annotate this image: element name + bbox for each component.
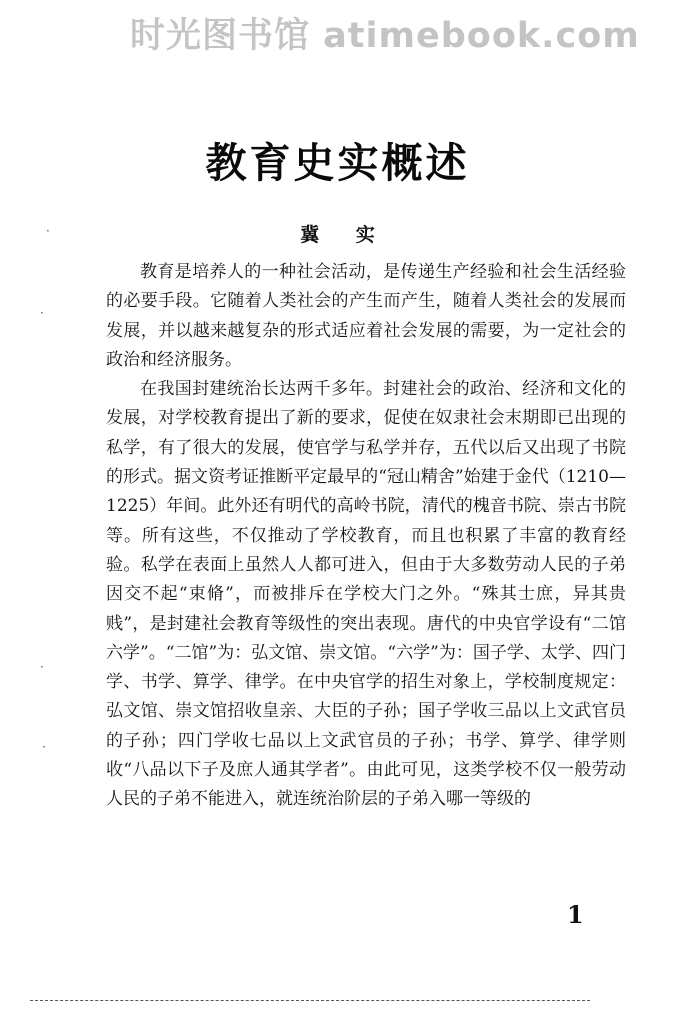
scan-speck: · <box>40 660 44 674</box>
author-name: 冀 实 <box>300 224 375 246</box>
paragraph-2: 在我国封建统治长达两千多年。封建社会的政治、经济和文化的发展，对学校教育提出了新的要求，促使在奴隶社会末期即已出现的私学，有了很大的发展，使官学与私学并存，五代以后又出现了书院的形式。据文资考证推断平定最早的“冠山精舍”始建于金代（1210—1225）年间。此外还有明代的高岭书院，清代的槐音书院、崇古书院等。所有这些，不仅推动了学校教育，而且也积累了丰富的教育经验。私学在表面上虽然人人都可进入，但由于大多数劳动人民的子弟因交不起“束脩”，而被排斥在学校大门之外。“殊其士庶，异其贵贱”，是封建社会教育等级性的突出表现。唐代的中央官学设有“二馆六学”。“二馆”为：弘文馆、崇文馆。“六学”为：国子学、太学、四门学、书学、算学、律学。在中央官学的招生对象上，学校制度规定：弘文馆、崇文馆招收皇亲、大臣的子孙；国子学收三品以上文武官员的子孙；四门学收七品以上文武官员的子孙；书学、算学、律学则收“八品以下子及庶人通其学者”。由此可见，这类学校不仅一般劳动人民的子弟不能进入，就连统治阶层的子弟入哪一等级的 <box>106 379 626 810</box>
page-number: 1 <box>567 900 584 929</box>
scan-speck: · <box>42 740 46 754</box>
paragraph-1: 教育是培养人的一种社会活动，是传递生产经验和社会生活经验的必要手段。它随着人类社会的产生而产生，随着人类社会的发展而发展，并以越来越复杂的形式适应着社会发展的需要，为一定社会的政治和经济服务。 <box>106 262 626 370</box>
scan-speck: · <box>40 306 44 320</box>
scan-speck: · <box>46 224 50 238</box>
watermark: 时光图书馆 atimebook.com <box>130 16 640 56</box>
page-title: 教育史实概述 <box>205 139 470 187</box>
article-body <box>106 258 626 815</box>
bottom-dashed-rule <box>30 1000 590 1001</box>
